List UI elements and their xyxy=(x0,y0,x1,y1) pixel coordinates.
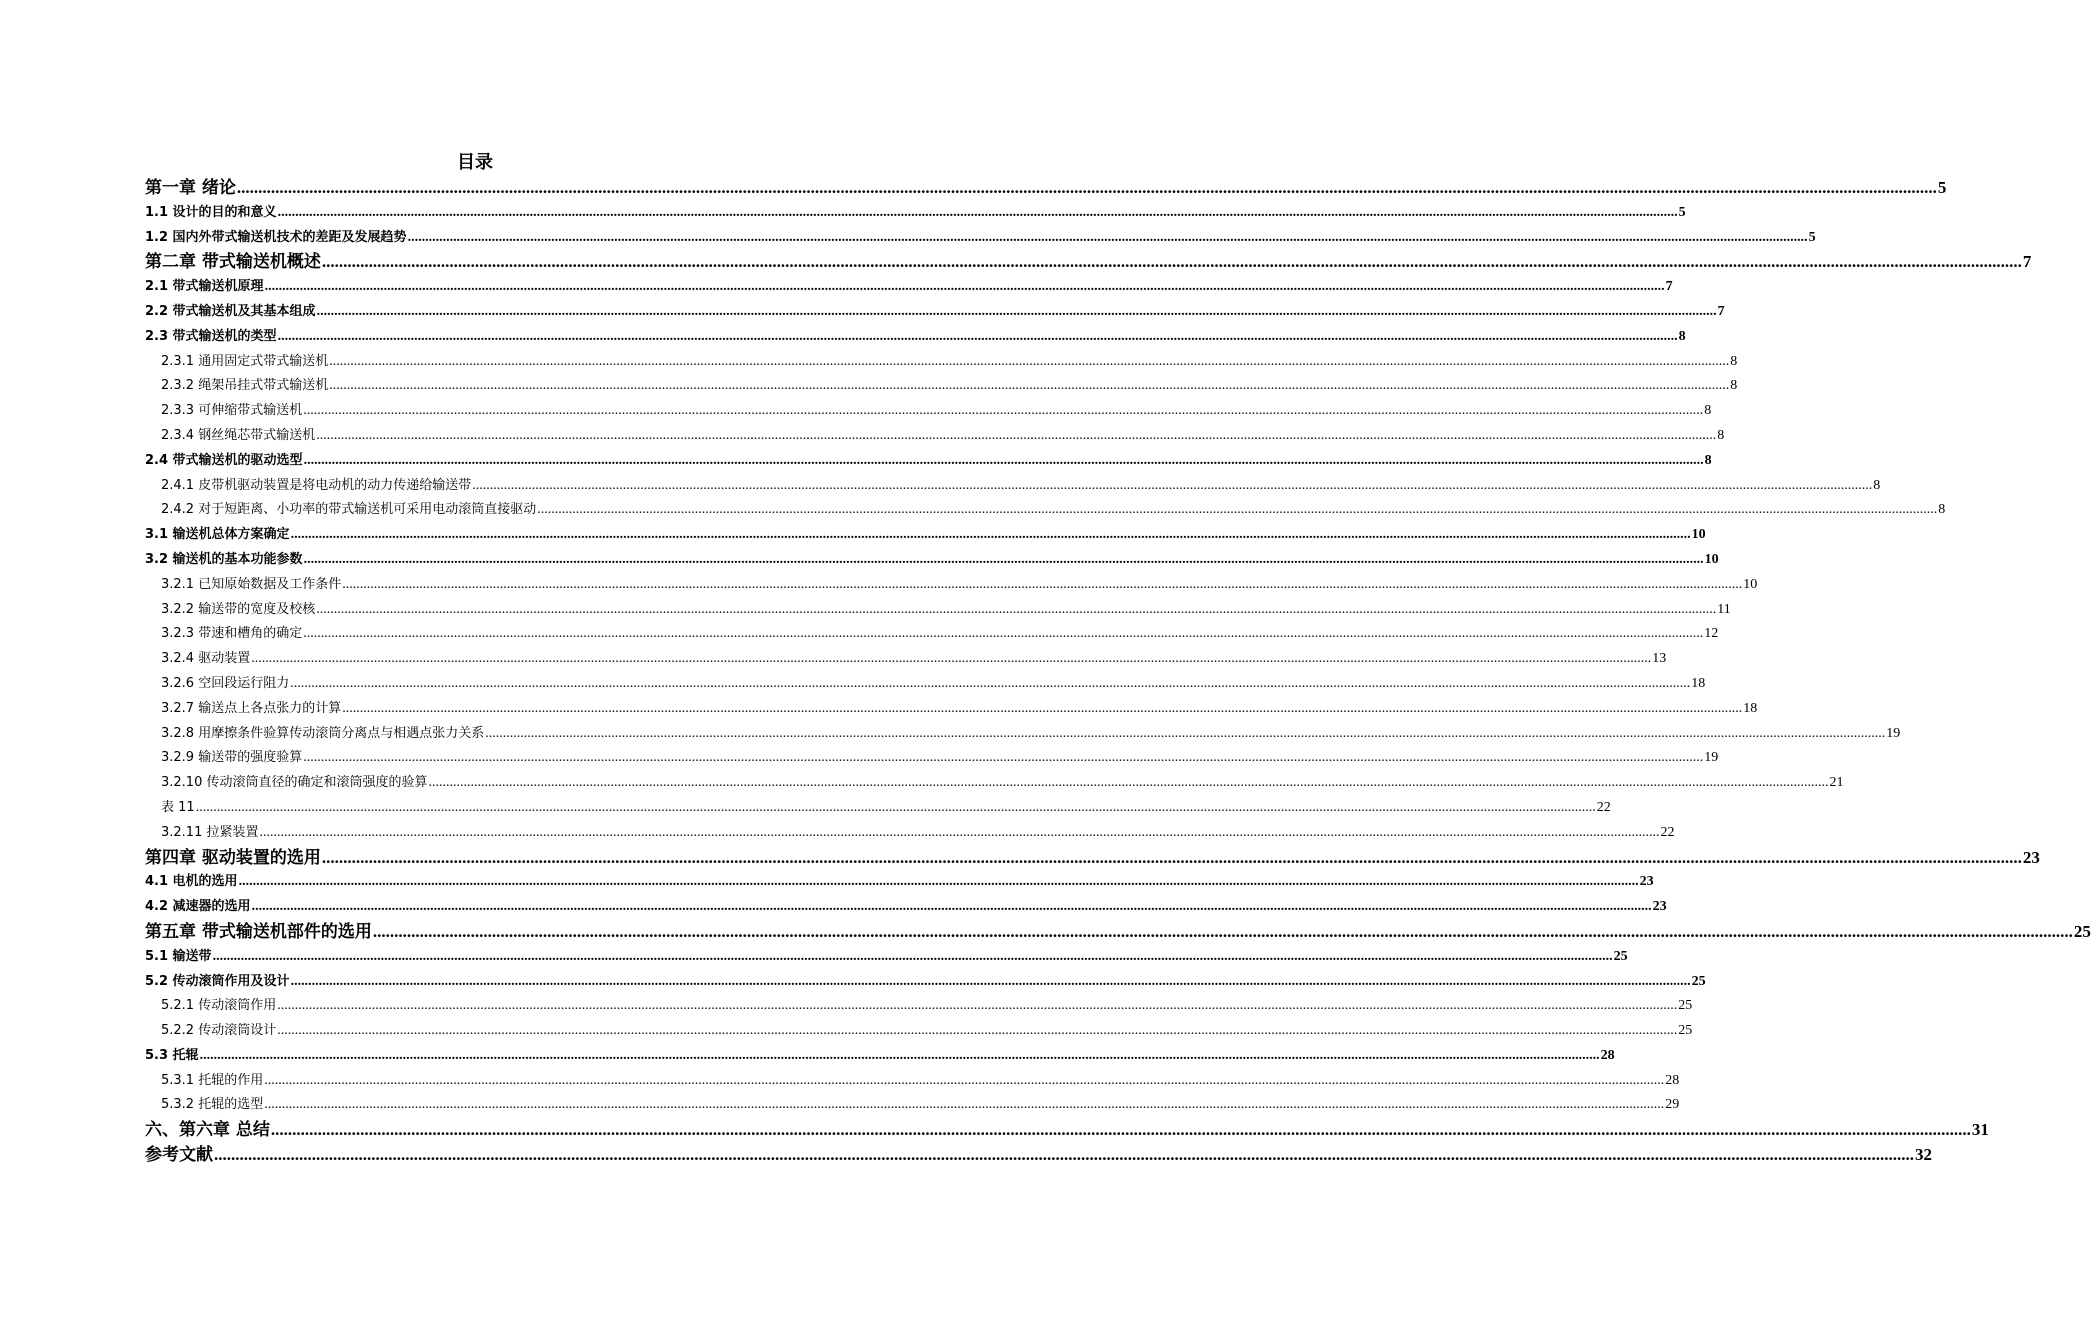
toc-page-number: 7 xyxy=(1665,279,1673,295)
toc-page-number: 8 xyxy=(1717,427,1725,443)
toc-entry-label: 2.4.2 对于短距离、小功率的带式输送机可采用电动滚筒直接驱动 xyxy=(161,502,537,518)
toc-entry[interactable] xyxy=(145,895,1667,920)
toc-page-number: 12 xyxy=(1704,626,1719,642)
toc-dot-leader: ................................................................................................................................................................................................................................................................................................................................................................................................................ xyxy=(264,1097,1665,1113)
toc-entry[interactable] xyxy=(145,846,2040,871)
toc-entry-label: 2.3.1 通用固定式带式输送机 xyxy=(161,353,329,369)
toc-entry[interactable] xyxy=(145,275,1673,300)
toc-entry[interactable] xyxy=(145,1118,1989,1143)
toc-page-number: 25 xyxy=(1613,948,1628,964)
toc-dot-leader: ................................................................................................................................................................................................................................................................................................................................................................................................................ xyxy=(321,252,2022,272)
toc-dot-leader: ................................................................................................................................................................................................................................................................................................................................................................................................................ xyxy=(316,601,1717,617)
toc-entry[interactable] xyxy=(145,573,1758,598)
toc-entry[interactable] xyxy=(145,697,1758,722)
toc-dot-leader: ................................................................................................................................................................................................................................................................................................................................................................................................................ xyxy=(407,229,1808,245)
toc-entry[interactable] xyxy=(145,374,1738,399)
toc-entry-label: 2.3.2 绳架吊挂式带式输送机 xyxy=(161,378,329,394)
toc-dot-leader: ................................................................................................................................................................................................................................................................................................................................................................................................................ xyxy=(303,403,1704,419)
toc-page-number: 13 xyxy=(1652,651,1667,667)
toc-entry[interactable] xyxy=(145,796,1611,821)
toc-entry-label: 3.1 输送机总体方案确定 xyxy=(145,527,290,543)
toc-dot-leader: ................................................................................................................................................................................................................................................................................................................................................................................................................ xyxy=(428,775,1829,791)
toc-page-number: 25 xyxy=(1678,998,1693,1014)
toc-entry-label: 4.2 减速器的选用 xyxy=(145,899,251,915)
toc-entry[interactable] xyxy=(145,746,1719,771)
toc-dot-leader: ................................................................................................................................................................................................................................................................................................................................................................................................................ xyxy=(485,725,1886,741)
toc-entry-label: 3.2.1 已知原始数据及工作条件 xyxy=(161,576,342,592)
toc-entry-label: 2.1 带式输送机原理 xyxy=(145,279,264,295)
toc-entry[interactable] xyxy=(145,647,1667,672)
toc-page-number: 29 xyxy=(1665,1097,1680,1113)
toc-entry[interactable] xyxy=(145,1044,1615,1069)
toc-entry-label: 第四章 驱动装置的选用 xyxy=(145,847,321,868)
toc-entry-label: 第五章 带式输送机部件的选用 xyxy=(145,921,372,942)
toc-dot-leader: ................................................................................................................................................................................................................................................................................................................................................................................................................ xyxy=(264,1072,1665,1088)
toc-entry-label: 3.2.8 用摩擦条件验算传动滚筒分离点与相遇点张力关系 xyxy=(161,725,485,741)
toc-entry-label: 表 11 xyxy=(161,799,195,815)
toc-entry-label: 参考文献 xyxy=(145,1145,213,1166)
toc-page-number: 25 xyxy=(1678,1023,1693,1039)
toc-dot-leader: ................................................................................................................................................................................................................................................................................................................................................................................................................ xyxy=(303,626,1704,642)
toc-dot-leader: ................................................................................................................................................................................................................................................................................................................................................................................................................ xyxy=(537,502,1938,518)
toc-entry-label: 3.2.4 驱动装置 xyxy=(161,651,251,667)
toc-entry[interactable] xyxy=(145,672,1706,697)
toc-page-number: 22 xyxy=(1660,824,1675,840)
toc-dot-leader: ................................................................................................................................................................................................................................................................................................................................................................................................................ xyxy=(277,204,1678,220)
toc-dot-leader: ................................................................................................................................................................................................................................................................................................................................................................................................................ xyxy=(321,847,2022,867)
toc-page-number: 7 xyxy=(1717,303,1725,319)
toc-entry[interactable] xyxy=(145,498,1946,523)
toc-dot-leader: ................................................................................................................................................................................................................................................................................................................................................................................................................ xyxy=(251,899,1652,915)
toc-page-number: 8 xyxy=(1678,328,1686,344)
toc-entry-label: 1.1 设计的目的和意义 xyxy=(145,204,277,220)
toc-page-number: 31 xyxy=(1971,1120,1989,1140)
toc-page-number: 10 xyxy=(1743,576,1758,592)
toc-dot-leader: ................................................................................................................................................................................................................................................................................................................................................................................................................ xyxy=(277,1023,1678,1039)
toc-dot-leader: ................................................................................................................................................................................................................................................................................................................................................................................................................ xyxy=(342,700,1743,716)
toc-dot-leader: ................................................................................................................................................................................................................................................................................................................................................................................................................ xyxy=(316,303,1717,319)
toc-dot-leader: ................................................................................................................................................................................................................................................................................................................................................................................................................ xyxy=(342,576,1743,592)
toc-entry[interactable] xyxy=(145,424,1725,449)
toc-entry[interactable] xyxy=(145,548,1719,573)
toc-entry-label: 5.2.2 传动滚筒设计 xyxy=(161,1023,277,1039)
toc-page-number: 18 xyxy=(1691,675,1706,691)
toc-dot-leader: ................................................................................................................................................................................................................................................................................................................................................................................................................ xyxy=(270,1120,1971,1140)
toc-entry-label: 3.2.3 带速和槽角的确定 xyxy=(161,626,303,642)
toc-page-number: 10 xyxy=(1704,551,1719,567)
toc-entry[interactable] xyxy=(145,1093,1680,1118)
toc-page-number: 21 xyxy=(1829,775,1844,791)
toc-page-number: 8 xyxy=(1704,452,1712,468)
toc-dot-leader: ................................................................................................................................................................................................................................................................................................................................................................................................................ xyxy=(303,551,1704,567)
toc-page-number: 8 xyxy=(1730,378,1738,394)
toc-dot-leader: ................................................................................................................................................................................................................................................................................................................................................................................................................ xyxy=(199,1047,1600,1063)
toc-title: 目录 xyxy=(457,152,493,173)
toc-entry-label: 3.2.6 空回段运行阻力 xyxy=(161,675,290,691)
toc-entry-label: 5.3.2 托辊的选型 xyxy=(161,1097,264,1113)
toc-entry-label: 第二章 带式输送机概述 xyxy=(145,252,321,273)
toc-dot-leader: ................................................................................................................................................................................................................................................................................................................................................................................................................ xyxy=(277,998,1678,1014)
toc-dot-leader: ................................................................................................................................................................................................................................................................................................................................................................................................................ xyxy=(259,824,1660,840)
toc-page-number: 5 xyxy=(1678,204,1686,220)
toc-entry[interactable] xyxy=(145,771,1844,796)
toc-page-number: 23 xyxy=(1639,874,1654,890)
toc-entry[interactable] xyxy=(145,325,1686,350)
toc-entry[interactable] xyxy=(145,1143,1932,1168)
toc-entry-label: 2.4 带式输送机的驱动选型 xyxy=(145,452,303,468)
toc-entry-label: 3.2.2 输送带的宽度及校核 xyxy=(161,601,316,617)
toc-entry-label: 六、第六章 总结 xyxy=(145,1120,270,1141)
toc-entry-label: 5.3 托辊 xyxy=(145,1047,199,1063)
toc-entry[interactable] xyxy=(145,226,1816,251)
toc-list xyxy=(145,176,2091,1168)
toc-page-number: 18 xyxy=(1743,700,1758,716)
toc-page-number: 32 xyxy=(1915,1145,1932,1165)
toc-dot-leader: ................................................................................................................................................................................................................................................................................................................................................................................................................ xyxy=(214,1145,1914,1165)
toc-page-number: 23 xyxy=(2022,847,2040,867)
toc-entry-label: 3.2.7 输送点上各点张力的计算 xyxy=(161,700,342,716)
toc-dot-leader: ................................................................................................................................................................................................................................................................................................................................................................................................................ xyxy=(329,378,1730,394)
toc-page-number: 8 xyxy=(1938,502,1946,518)
toc-page-number: 25 xyxy=(1691,973,1706,989)
toc-page-number: 28 xyxy=(1600,1047,1615,1063)
toc-page-number: 8 xyxy=(1730,353,1738,369)
toc-entry[interactable] xyxy=(145,399,1712,424)
toc-dot-leader: ................................................................................................................................................................................................................................................................................................................................................................................................................ xyxy=(251,651,1652,667)
toc-dot-leader: ................................................................................................................................................................................................................................................................................................................................................................................................................ xyxy=(372,921,2073,941)
toc-entry[interactable] xyxy=(145,176,1947,201)
toc-page-number: 23 xyxy=(1652,899,1667,915)
toc-entry[interactable] xyxy=(145,970,1706,995)
toc-dot-leader: ................................................................................................................................................................................................................................................................................................................................................................................................................ xyxy=(316,427,1717,443)
toc-entry-label: 5.2 传动滚筒作用及设计 xyxy=(145,973,290,989)
toc-entry[interactable] xyxy=(145,920,2091,945)
toc-entry-label: 2.3.4 钢丝绳芯带式输送机 xyxy=(161,427,316,443)
toc-dot-leader: ................................................................................................................................................................................................................................................................................................................................................................................................................ xyxy=(290,973,1691,989)
toc-entry[interactable] xyxy=(145,1019,1693,1044)
toc-entry[interactable] xyxy=(145,821,1675,846)
toc-page-number: 8 xyxy=(1873,477,1881,493)
toc-entry[interactable] xyxy=(145,1069,1680,1094)
toc-entry[interactable] xyxy=(145,250,2032,275)
toc-page-number: 25 xyxy=(2073,921,2091,941)
toc-dot-leader: ................................................................................................................................................................................................................................................................................................................................................................................................................ xyxy=(303,750,1704,766)
toc-entry-label: 第一章 绪论 xyxy=(145,178,236,198)
toc-entry-label: 2.3 带式输送机的类型 xyxy=(145,328,277,344)
toc-dot-leader: ................................................................................................................................................................................................................................................................................................................................................................................................................ xyxy=(238,874,1639,890)
toc-page-number: 5 xyxy=(1808,229,1816,245)
toc-entry[interactable] xyxy=(145,350,1738,375)
toc-dot-leader: ................................................................................................................................................................................................................................................................................................................................................................................................................ xyxy=(329,353,1730,369)
toc-dot-leader: ................................................................................................................................................................................................................................................................................................................................................................................................................ xyxy=(290,675,1691,691)
toc-entry[interactable] xyxy=(145,201,1686,226)
toc-page-number: 19 xyxy=(1704,750,1719,766)
toc-entry-label: 2.3.3 可伸缩带式输送机 xyxy=(161,403,303,419)
toc-entry-label: 2.4.1 皮带机驱动装置是将电动机的动力传递给输送带 xyxy=(161,477,472,493)
toc-entry-label: 5.1 输送带 xyxy=(145,948,212,964)
toc-entry[interactable] xyxy=(145,598,1731,623)
toc-entry[interactable] xyxy=(145,945,1628,970)
toc-dot-leader: ................................................................................................................................................................................................................................................................................................................................................................................................................ xyxy=(212,948,1613,964)
toc-entry-label: 5.3.1 托辊的作用 xyxy=(161,1072,264,1088)
toc-page-number: 22 xyxy=(1596,799,1611,815)
toc-page-number: 7 xyxy=(2022,252,2032,272)
toc-entry-label: 2.2 带式输送机及其基本组成 xyxy=(145,303,316,319)
toc-dot-leader: ................................................................................................................................................................................................................................................................................................................................................................................................................ xyxy=(236,178,1937,197)
toc-entry-label: 4.1 电机的选用 xyxy=(145,874,238,890)
toc-page-number: 8 xyxy=(1704,403,1712,419)
toc-entry[interactable] xyxy=(145,622,1719,647)
toc-entry-label: 5.2.1 传动滚筒作用 xyxy=(161,998,277,1014)
toc-dot-leader: ................................................................................................................................................................................................................................................................................................................................................................................................................ xyxy=(264,279,1665,295)
toc-entry[interactable] xyxy=(145,722,1901,747)
toc-entry-label: 3.2.10 传动滚筒直径的确定和滚筒强度的验算 xyxy=(161,775,428,791)
toc-entry[interactable] xyxy=(145,523,1706,548)
toc-entry[interactable] xyxy=(145,870,1654,895)
toc-dot-leader: ................................................................................................................................................................................................................................................................................................................................................................................................................ xyxy=(472,477,1873,493)
toc-entry[interactable] xyxy=(145,449,1712,474)
toc-page-number: 28 xyxy=(1665,1072,1680,1088)
toc-dot-leader: ................................................................................................................................................................................................................................................................................................................................................................................................................ xyxy=(303,452,1704,468)
toc-dot-leader: ................................................................................................................................................................................................................................................................................................................................................................................................................ xyxy=(195,799,1596,815)
toc-entry[interactable] xyxy=(145,300,1725,325)
toc-entry-label: 1.2 国内外带式输送机技术的差距及发展趋势 xyxy=(145,229,407,245)
toc-dot-leader: ................................................................................................................................................................................................................................................................................................................................................................................................................ xyxy=(290,527,1691,543)
toc-entry-label: 3.2.11 拉紧装置 xyxy=(161,824,259,840)
toc-entry[interactable] xyxy=(145,474,1881,499)
toc-entry-label: 3.2.9 输送带的强度验算 xyxy=(161,750,303,766)
toc-page-number: 10 xyxy=(1691,527,1706,543)
toc-page-number: 19 xyxy=(1886,725,1901,741)
toc-entry-label: 3.2 输送机的基本功能参数 xyxy=(145,551,303,567)
toc-dot-leader: ................................................................................................................................................................................................................................................................................................................................................................................................................ xyxy=(277,328,1678,344)
toc-page-number: 11 xyxy=(1717,601,1731,617)
toc-entry[interactable] xyxy=(145,994,1693,1019)
toc-page-number: 5 xyxy=(1937,178,1947,197)
